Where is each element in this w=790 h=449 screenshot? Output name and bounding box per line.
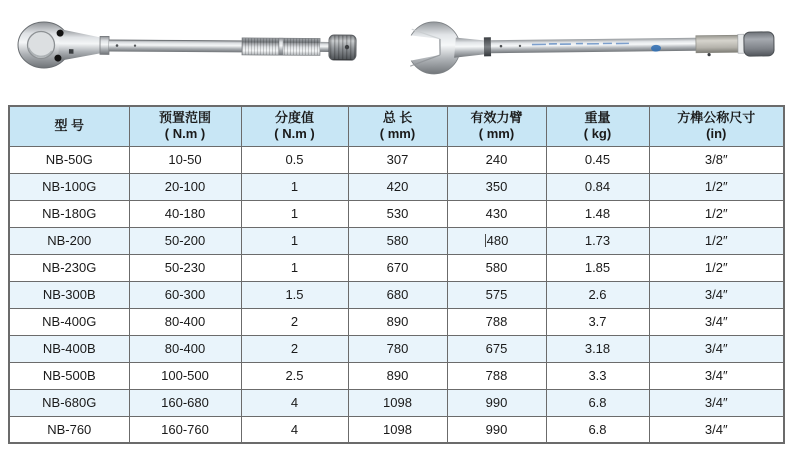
header-line2: ( kg) [583, 126, 612, 142]
cell-model: NB-50G [9, 146, 129, 173]
cell-total_length: 580 [348, 227, 447, 254]
header-line1: 总 长 [382, 110, 413, 125]
table-row [9, 227, 784, 254]
cell-model: NB-500B [9, 362, 129, 389]
cell-preset_range: 80-400 [129, 308, 241, 335]
text-cursor-artifact [485, 234, 486, 247]
cell-total_length: 780 [348, 335, 447, 362]
cell-preset_range: 160-760 [129, 416, 241, 443]
cell-preset_range: 50-200 [129, 227, 241, 254]
cell-model: NB-200 [9, 227, 129, 254]
cell-effective_arm: 788 [447, 308, 546, 335]
cell-preset_range: 60-300 [129, 281, 241, 308]
cell-division_value: 2 [241, 335, 348, 362]
header-square_drive_size [649, 106, 784, 146]
cell-weight: 2.6 [546, 281, 649, 308]
cell-effective_arm: 580 [447, 254, 546, 281]
cell-model: NB-680G [9, 389, 129, 416]
cell-square_drive_size: 3/4″ [649, 335, 784, 362]
cell-preset_range: 50-230 [129, 254, 241, 281]
cell-effective_arm: 350 [447, 173, 546, 200]
cell-division_value: 1 [241, 254, 348, 281]
cell-division_value: 2 [241, 308, 348, 335]
cell-model: NB-400B [9, 335, 129, 362]
table-row [9, 416, 784, 443]
cell-total_length: 890 [348, 308, 447, 335]
cell-division_value: 4 [241, 416, 348, 443]
cell-preset_range: 20-100 [129, 173, 241, 200]
header-line2: (in) [706, 126, 727, 142]
header-division_value [241, 106, 348, 146]
cell-division_value: 0.5 [241, 146, 348, 173]
cell-square_drive_size: 3/4″ [649, 416, 784, 443]
cell-weight: 6.8 [546, 389, 649, 416]
cell-model: NB-760 [9, 416, 129, 443]
header-line1: 重量 [584, 110, 611, 125]
product-photos [0, 0, 790, 100]
cell-division_value: 1 [241, 227, 348, 254]
cell-square_drive_size: 3/4″ [649, 308, 784, 335]
cell-preset_range: 10-50 [129, 146, 241, 173]
header-preset_range [129, 106, 241, 146]
cell-weight: 3.7 [546, 308, 649, 335]
cell-effective_arm: 788 [447, 362, 546, 389]
cell-total_length: 307 [348, 146, 447, 173]
cell-square_drive_size: 3/4″ [649, 281, 784, 308]
table-row [9, 389, 784, 416]
spec-table [8, 105, 785, 444]
table-row [9, 281, 784, 308]
cell-effective_arm: 675 [447, 335, 546, 362]
cell-square_drive_size: 3/4″ [649, 389, 784, 416]
header-model [9, 106, 129, 146]
cell-square_drive_size: 1/2″ [649, 173, 784, 200]
cell-square_drive_size: 3/8″ [649, 146, 784, 173]
cell-weight: 1.48 [546, 200, 649, 227]
header-line1: 型 号 [54, 118, 85, 134]
cell-total_length: 1098 [348, 389, 447, 416]
cell-division_value: 2.5 [241, 362, 348, 389]
table-row [9, 173, 784, 200]
cell-weight: 0.84 [546, 173, 649, 200]
cell-effective_arm: 990 [447, 389, 546, 416]
header-line1: 预置范围 [158, 110, 211, 125]
table-row [9, 362, 784, 389]
cell-weight: 3.18 [546, 335, 649, 362]
cell-effective_arm: 240 [447, 146, 546, 173]
cell-effective_arm: 430 [447, 200, 546, 227]
cell-model: NB-100G [9, 173, 129, 200]
cell-weight: 1.73 [546, 227, 649, 254]
header-total_length [348, 106, 447, 146]
cell-model: NB-230G [9, 254, 129, 281]
header-line2: ( mm) [478, 126, 515, 142]
header-line2: ( N.m ) [274, 126, 315, 142]
cell-square_drive_size: 1/2″ [649, 254, 784, 281]
header-line2: ( N.m ) [164, 126, 206, 142]
spec-table-header [9, 106, 784, 146]
table-row [9, 254, 784, 281]
header-line2: ( mm) [379, 126, 416, 142]
cell-preset_range: 100-500 [129, 362, 241, 389]
cell-total_length: 1098 [348, 416, 447, 443]
table-row [9, 146, 784, 173]
cell-model: NB-400G [9, 308, 129, 335]
cell-weight: 6.8 [546, 416, 649, 443]
header-effective_arm [447, 106, 546, 146]
cell-weight: 1.85 [546, 254, 649, 281]
cell-total_length: 530 [348, 200, 447, 227]
cell-effective_arm: 990 [447, 416, 546, 443]
cell-total_length: 680 [348, 281, 447, 308]
cell-model: NB-180G [9, 200, 129, 227]
cell-division_value: 4 [241, 389, 348, 416]
cell-effective_arm: 480 [447, 227, 546, 254]
cell-effective_arm: 575 [447, 281, 546, 308]
cell-total_length: 670 [348, 254, 447, 281]
spec-table-body [9, 146, 784, 443]
cell-model: NB-300B [9, 281, 129, 308]
header-line1: 方榫公称尺寸 [677, 110, 756, 125]
header-line1: 分度值 [274, 110, 314, 125]
cell-preset_range: 80-400 [129, 335, 241, 362]
header-weight [546, 106, 649, 146]
cell-division_value: 1 [241, 173, 348, 200]
table-row [9, 200, 784, 227]
table-row [9, 335, 784, 362]
cell-preset_range: 40-180 [129, 200, 241, 227]
cell-division_value: 1.5 [241, 281, 348, 308]
cell-total_length: 420 [348, 173, 447, 200]
ratchet-torque-wrench-image [14, 5, 360, 91]
table-row [9, 308, 784, 335]
cell-preset_range: 160-680 [129, 389, 241, 416]
cell-square_drive_size: 1/2″ [649, 200, 784, 227]
cell-square_drive_size: 1/2″ [649, 227, 784, 254]
cell-division_value: 1 [241, 200, 348, 227]
header-row [9, 106, 784, 146]
cell-square_drive_size: 3/4″ [649, 362, 784, 389]
cell-weight: 3.3 [546, 362, 649, 389]
open-end-torque-wrench-image [403, 2, 784, 95]
cell-total_length: 890 [348, 362, 447, 389]
cell-weight: 0.45 [546, 146, 649, 173]
header-line1: 有效力臂 [470, 110, 523, 125]
